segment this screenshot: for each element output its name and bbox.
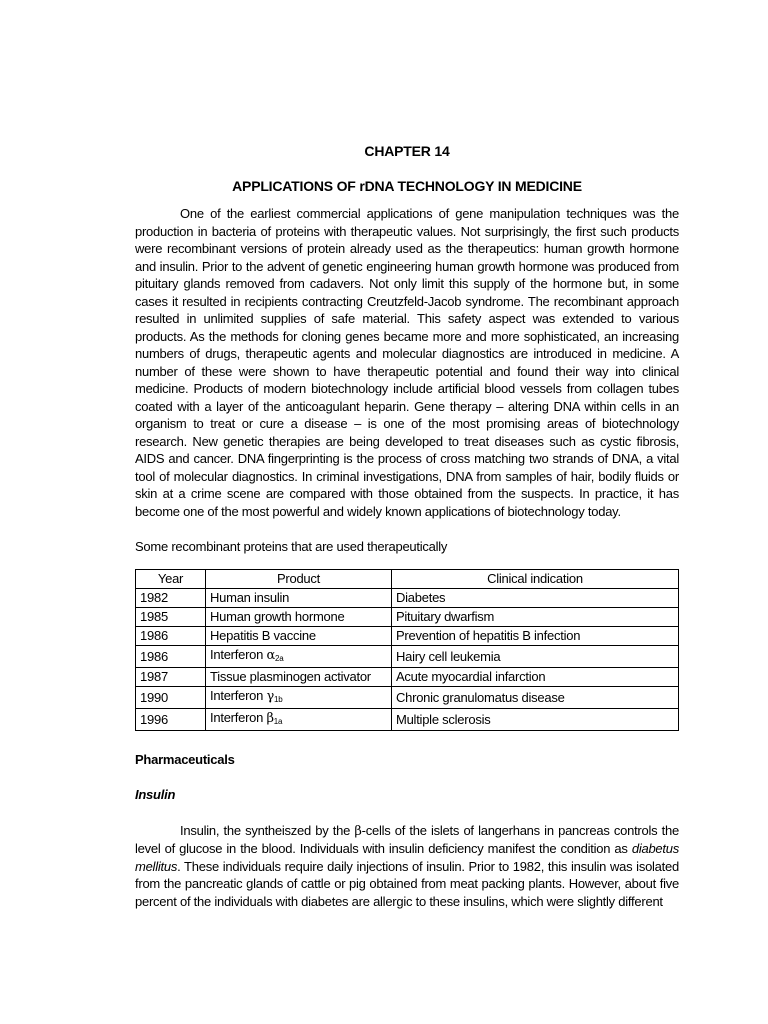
product-name: Human insulin [210, 590, 290, 605]
chapter-title: APPLICATIONS OF rDNA TECHNOLOGY IN MEDICINE [232, 178, 582, 194]
cell-year: 1982 [136, 588, 206, 607]
insulin-italic-term: diabetus mellitus [135, 841, 679, 874]
product-name: Interferon [210, 687, 267, 703]
table-row [136, 626, 679, 645]
table-row [136, 686, 679, 708]
recombinant-proteins-table [135, 569, 679, 731]
cell-indication: Diabetes [392, 588, 679, 607]
cell-product [206, 588, 392, 607]
cell-year: 1990 [136, 686, 206, 708]
header-product: Product [206, 569, 392, 588]
cell-indication: Hairy cell leukemia [392, 645, 679, 667]
chapter-number: CHAPTER 14 [364, 143, 450, 159]
header-year: Year [136, 569, 206, 588]
product-name: Tissue plasminogen activator [210, 669, 371, 684]
table-row [136, 708, 679, 730]
section-heading: Pharmaceuticals [135, 751, 235, 767]
cell-year: 1987 [136, 667, 206, 686]
subsection-heading: Insulin [135, 787, 176, 802]
greek-symbol: γ [266, 688, 275, 704]
cell-indication: Acute myocardial infarction [392, 667, 679, 686]
greek-subscript: 2a [275, 653, 284, 663]
intro-paragraph: One of the earliest commercial applications of gene manipulation techniques was the production in bacteria of proteins with therapeutic values. Not surprisingly, the first such products were recombinant versions of protein already used as the therapeutics: human growth hormone and insulin. Prior to the advent of genetic engineering human growth hormone was produced from pituitary glands removed from cadavers. Not only limit this supply of the hormone but, in some cases it resulted in recipients contracting Creutzfeld-Jacob syndrome. The recombinant approach resulted in unlimited supplies of safe material. This safety aspect was extended to various products. As the methods for cloning genes became more and more sophisticated, an increasing numbers of drugs, therapeutic agents and molecular diagnostics are introduced in medicine. A number of these were shown to have therapeutic potential and found their way into clinical medicine. Products of modern biotechnology include artificial blood vessels from collagen tubes coated with a layer of the anticoagulant heparin. Gene therapy – altering DNA within cells in an organism to treat or cure a disease – is one of the most promising areas of biotechnology research. New genetic therapies are being developed to treat diseases such as cystic fibrosis, AIDS and cancer. DNA fingerprinting is the process of cross matching two strands of DNA, a vital tool of molecular diagnostics. In criminal investigations, DNA from samples of hair, bodily fluids or skin at a crime scene are compared with those obtained from the suspects. In practice, it has become one of the most powerful and widely known applications of biotechnology today. [135, 206, 679, 519]
cell-product [206, 686, 392, 708]
page-content [135, 141, 679, 910]
cell-product [206, 626, 392, 645]
cell-product [206, 667, 392, 686]
insulin-paragraph [135, 822, 679, 911]
cell-indication: Prevention of hepatitis B infection [392, 626, 679, 645]
product-name: Interferon [210, 709, 267, 725]
header-clinical-indication: Clinical indication [392, 569, 679, 588]
cell-product [206, 607, 392, 626]
cell-year: 1996 [136, 708, 206, 730]
beta-symbol: β [354, 823, 362, 839]
table-row [136, 607, 679, 626]
cell-product [206, 708, 392, 730]
product-name: Human growth hormone [210, 609, 345, 624]
table-caption: Some recombinant proteins that are used therapeutically [135, 539, 448, 554]
cell-indication: Pituitary dwarfism [392, 607, 679, 626]
insulin-text-3: . These individuals require daily injections of insulin. Prior to 1982, this insulin was isolated from the pancreatic glands of cattle or pig obtained from meat packing plants. However, about five percent of the individuals with diabetes are allergic to these insulins, which were slightly different [135, 858, 679, 909]
product-name: Hepatitis B vaccine [210, 628, 316, 643]
table-row [136, 645, 679, 667]
greek-symbol: β [266, 710, 274, 726]
product-name: Interferon [210, 646, 267, 662]
cell-indication: Multiple sclerosis [392, 708, 679, 730]
greek-symbol: α [266, 647, 276, 663]
cell-year: 1986 [136, 645, 206, 667]
table-header-row [136, 569, 679, 588]
cell-year: 1985 [136, 607, 206, 626]
insulin-text-1: Insulin, the syntheiszed by the [180, 822, 355, 838]
table-row [136, 588, 679, 607]
cell-product [206, 645, 392, 667]
greek-subscript: 1b [274, 694, 283, 704]
cell-year: 1986 [136, 626, 206, 645]
cell-indication: Chronic granulomatus disease [392, 686, 679, 708]
table-row [136, 667, 679, 686]
insulin-text-2: -cells of the islets of langerhans in pancreas controls the level of glucose in the blood. Individuals with insulin deficiency manifest the condition as [135, 822, 679, 856]
greek-subscript: 1a [273, 716, 283, 726]
